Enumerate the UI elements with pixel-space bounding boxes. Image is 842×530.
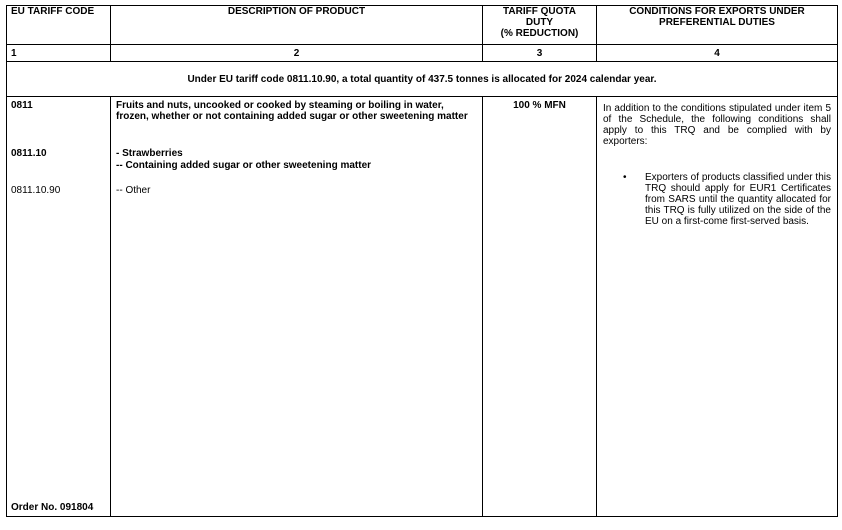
description-other: -- Other [116,185,151,196]
description-strawberries: - Strawberries [116,148,183,159]
header-tariff-quota-line3: (% REDUCTION) [500,28,579,39]
duty-value: 100 % MFN [513,100,566,111]
description-cell [111,97,483,517]
allocation-row [7,62,838,97]
allocation-text: Under EU tariff code 0811.10.90, a total quantity of 437.5 tonnes is allocated for 2024 calendar year. [7,62,838,97]
header-conditions-line1: CONDITIONS FOR EXPORTS UNDER [629,6,805,17]
order-number: Order No. 091804 [11,502,94,513]
column-number-1: 1 [7,45,111,62]
conditions-bullet [623,172,831,227]
column-number-4: 4 [597,45,838,62]
conditions-bullet-text: Exporters of products classified under this TRQ should apply for EUR1 Certificates from SARS until the quantity allocated for this TRQ is fully utilized on the side of the EU on a first-come first-served basis. [645,172,831,227]
conditions-cell [597,97,838,517]
column-number-2: 2 [111,45,483,62]
header-description: DESCRIPTION OF PRODUCT [111,6,483,45]
code-0811-10-90: 0811.10.90 [11,185,61,196]
header-row [7,6,838,45]
header-conditions-line2: PREFERENTIAL DUTIES [659,17,775,28]
code-cell [7,97,111,517]
header-tariff-quota-line2: DUTY [525,17,554,28]
product-row [7,97,838,517]
column-number-row [7,45,838,62]
code-0811-10: 0811.10 [11,148,47,159]
code-0811: 0811 [11,100,33,111]
header-eu-tariff-code: EU TARIFF CODE [7,6,111,45]
description-0811: Fruits and nuts, uncooked or cooked by steaming or boiling in water, frozen, whether or not containing added sugar or other sweetening matter [116,100,468,122]
header-conditions [597,6,838,45]
header-tariff-quota-duty [483,6,597,45]
description-containing-sugar: -- Containing added sugar or other sweetening matter [116,160,372,171]
column-number-3: 3 [483,45,597,62]
header-tariff-quota-line1: TARIFF QUOTA [503,6,576,17]
bullet-icon: • [623,172,627,183]
tariff-table [6,5,838,517]
duty-cell [483,97,597,517]
conditions-intro: In addition to the conditions stipulated under item 5 of the Schedule, the following conditions shall apply to this TRQ and be complied with by exporters: [603,103,831,147]
